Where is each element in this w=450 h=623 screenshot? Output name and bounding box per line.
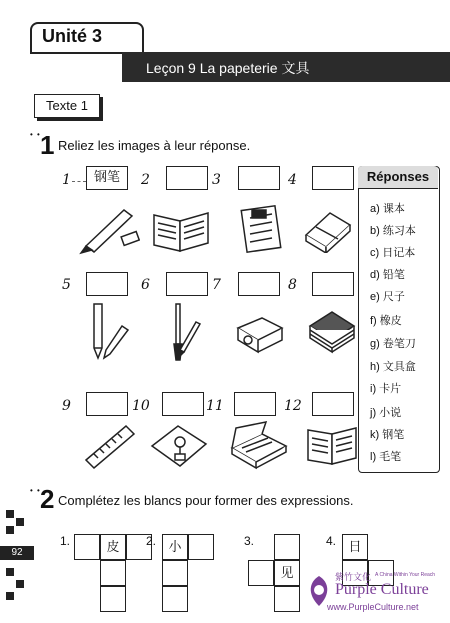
exercise-1-instruction: Reliez les images à leur réponse. [58, 138, 251, 153]
item-number-1: 1 [62, 172, 71, 188]
side-marker [6, 510, 14, 518]
grid-cell[interactable] [274, 534, 300, 560]
exercise-2-dots: • • [30, 486, 41, 495]
grid-cell: 见 [274, 560, 300, 586]
fountain-pen-image [78, 200, 140, 255]
answer-item-a: a) 课本 [370, 203, 405, 215]
answer-item-g: g) 卷笔刀 [370, 338, 416, 350]
ruler-image [82, 420, 138, 472]
grid-cell: 日 [342, 534, 368, 560]
grid-label-3: 3. [244, 534, 255, 548]
answer-item-e: e) 尺子 [370, 291, 405, 303]
answer-box-8[interactable] [312, 272, 354, 296]
item-number-2: 2 [141, 172, 150, 188]
diary-notebook-image [238, 202, 286, 254]
answer-box-11[interactable] [234, 392, 276, 416]
grid-label-1: 1. [60, 534, 71, 548]
texte-label: Texte 1 [34, 94, 100, 118]
item-number-7: 7 [212, 277, 221, 293]
exercise-1-number: 1 [40, 130, 55, 160]
answer-item-j: j) 小说 [370, 407, 402, 419]
item-number-10: 10 [132, 398, 150, 414]
grid-cell[interactable] [100, 560, 126, 586]
answer-box-1[interactable]: 钢笔 [86, 166, 128, 190]
pencil-case-image [228, 420, 290, 470]
grid-cell[interactable] [162, 586, 188, 612]
lesson-title: Leçon 9 La papeterie 文具 [146, 60, 310, 76]
purple-culture-watermark [305, 570, 445, 620]
pencils-image [84, 300, 134, 362]
novel-book-image [304, 418, 360, 470]
grid-cell[interactable] [248, 560, 274, 586]
grid-cell[interactable] [100, 586, 126, 612]
grid-cell: 小 [162, 534, 188, 560]
watermark-tagline: A China Within Your Reach [375, 572, 436, 578]
answer-item-k: k) 钢笔 [370, 429, 405, 441]
answer-item-i: i) 卡片 [370, 383, 402, 395]
side-marker [6, 526, 14, 534]
header-line [30, 52, 130, 54]
side-marker [6, 568, 14, 576]
answer-item-h: h) 文具盒 [370, 361, 416, 373]
cards-stack-image [304, 304, 358, 356]
dash [72, 181, 86, 182]
answer-item-b: b) 练习本 [370, 225, 416, 237]
side-marker [16, 580, 24, 588]
answer-item-c: c) 日记本 [370, 247, 416, 259]
exercise-2-instruction: Complétez les blancs pour former des expressions. [58, 493, 354, 508]
grid-cell[interactable] [74, 534, 100, 560]
item-number-5: 5 [62, 277, 71, 293]
unit-title: Unité 3 [42, 26, 103, 46]
watermark-brand: Purple Culture [335, 581, 429, 598]
item-number-11: 11 [206, 398, 224, 414]
grid-cell: 皮 [100, 534, 126, 560]
answer-box-2[interactable] [166, 166, 208, 190]
watermark-chinese: 紫竹文化 [335, 572, 372, 582]
eraser-image [300, 205, 356, 253]
answers-title: Réponses [358, 166, 438, 189]
answer-box-10[interactable] [162, 392, 204, 416]
side-marker [6, 592, 14, 600]
brushes-image [156, 300, 206, 364]
grid-label-4: 4. [326, 534, 337, 548]
answer-box-12[interactable] [312, 392, 354, 416]
item-number-4: 4 [288, 172, 297, 188]
item-number-8: 8 [288, 277, 297, 293]
answer-item-l: l) 毛笔 [370, 451, 402, 463]
grid-cell[interactable] [274, 586, 300, 612]
answer-item-f: f) 橡皮 [370, 315, 402, 327]
answer-box-3[interactable] [238, 166, 280, 190]
item-number-6: 6 [141, 277, 150, 293]
answer-item-d: d) 铅笔 [370, 269, 405, 281]
answer-box-4[interactable] [312, 166, 354, 190]
answer-box-5[interactable] [86, 272, 128, 296]
exercise-2-number: 2 [40, 484, 55, 514]
answer-box-7[interactable] [238, 272, 280, 296]
open-book-image [150, 205, 212, 255]
pencil-sharpener-image [232, 310, 288, 354]
exercise-1-dots: • • [30, 130, 41, 139]
watermark-url: www.PurpleCulture.net [327, 602, 419, 612]
item-number-12: 12 [284, 398, 302, 414]
grid-label-2: 2. [146, 534, 157, 548]
item-number-3: 3 [212, 172, 221, 188]
side-marker [16, 518, 24, 526]
page-number: 92 [0, 546, 34, 560]
grid-cell[interactable] [162, 560, 188, 586]
answer-box-9[interactable] [86, 392, 128, 416]
answer-box-6[interactable] [166, 272, 208, 296]
grid-cell[interactable] [188, 534, 214, 560]
card-image [148, 420, 210, 470]
item-number-9: 9 [62, 398, 71, 414]
